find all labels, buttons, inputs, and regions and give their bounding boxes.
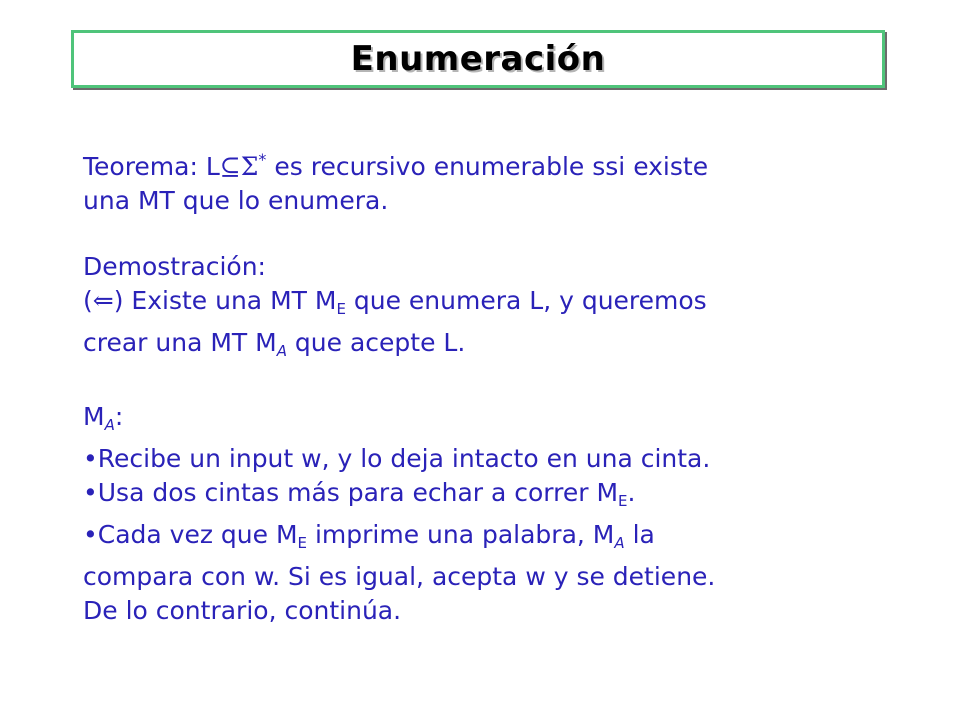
bullet-3 bbox=[83, 518, 715, 560]
ma-label-sub: A bbox=[104, 416, 115, 434]
title-box bbox=[71, 30, 885, 88]
bullet-3-continuation: compara con w. Si es igual, acepta w y se detiene. bbox=[83, 562, 716, 591]
bullet-2-sub: E bbox=[618, 492, 628, 510]
proof-line-1-mid: ) Existe una MT M bbox=[113, 286, 337, 315]
subset-symbol: ⊆ bbox=[219, 152, 241, 181]
proof-line-1 bbox=[83, 284, 707, 326]
left-implication-symbol: ⇐ bbox=[92, 286, 114, 315]
proof-block bbox=[83, 250, 707, 368]
bullet-2-pre: •Usa dos cintas más para echar a correr M bbox=[83, 478, 619, 507]
theorem-line-1 bbox=[83, 143, 708, 184]
theorem-line-2: una MT que lo enumera. bbox=[83, 186, 389, 215]
subscript-e: E bbox=[336, 300, 346, 318]
bullet-3-pre: •Cada vez que M bbox=[83, 520, 298, 549]
bullet-2-post: . bbox=[627, 478, 636, 507]
bullet-3-post: la bbox=[624, 520, 655, 549]
proof-line-2 bbox=[83, 326, 707, 368]
ma-label-m: M bbox=[83, 402, 105, 431]
theorem-block bbox=[83, 143, 708, 218]
ma-label bbox=[83, 400, 715, 442]
bullet-3-mid: imprime una palabra, M bbox=[307, 520, 615, 549]
bullet-3-sub-e: E bbox=[297, 534, 307, 552]
bullet-3-sub-a: A bbox=[614, 534, 625, 552]
bullet-1: •Recibe un input w, y lo deja intacto en una cinta. bbox=[83, 444, 711, 473]
ma-block bbox=[83, 400, 715, 628]
theorem-prefix: Teorema: L bbox=[83, 152, 220, 181]
subscript-a: A bbox=[276, 342, 287, 360]
kleene-star: * bbox=[258, 150, 267, 169]
proof-line-2-post: que acepte L. bbox=[286, 328, 466, 357]
paren-open: ( bbox=[83, 286, 93, 315]
theorem-suffix: es recursivo enumerable ssi existe bbox=[266, 152, 709, 181]
slide-title: Enumeración bbox=[350, 39, 606, 79]
ma-label-colon: : bbox=[114, 402, 124, 431]
proof-line-2-pre: crear una MT M bbox=[83, 328, 277, 357]
proof-line-1-post: que enumera L, y queremos bbox=[345, 286, 707, 315]
sigma-symbol: Σ bbox=[240, 152, 259, 181]
bullet-2 bbox=[83, 476, 715, 518]
bullet-3-final: De lo contrario, continúa. bbox=[83, 596, 402, 625]
proof-heading: Demostración: bbox=[83, 252, 266, 281]
